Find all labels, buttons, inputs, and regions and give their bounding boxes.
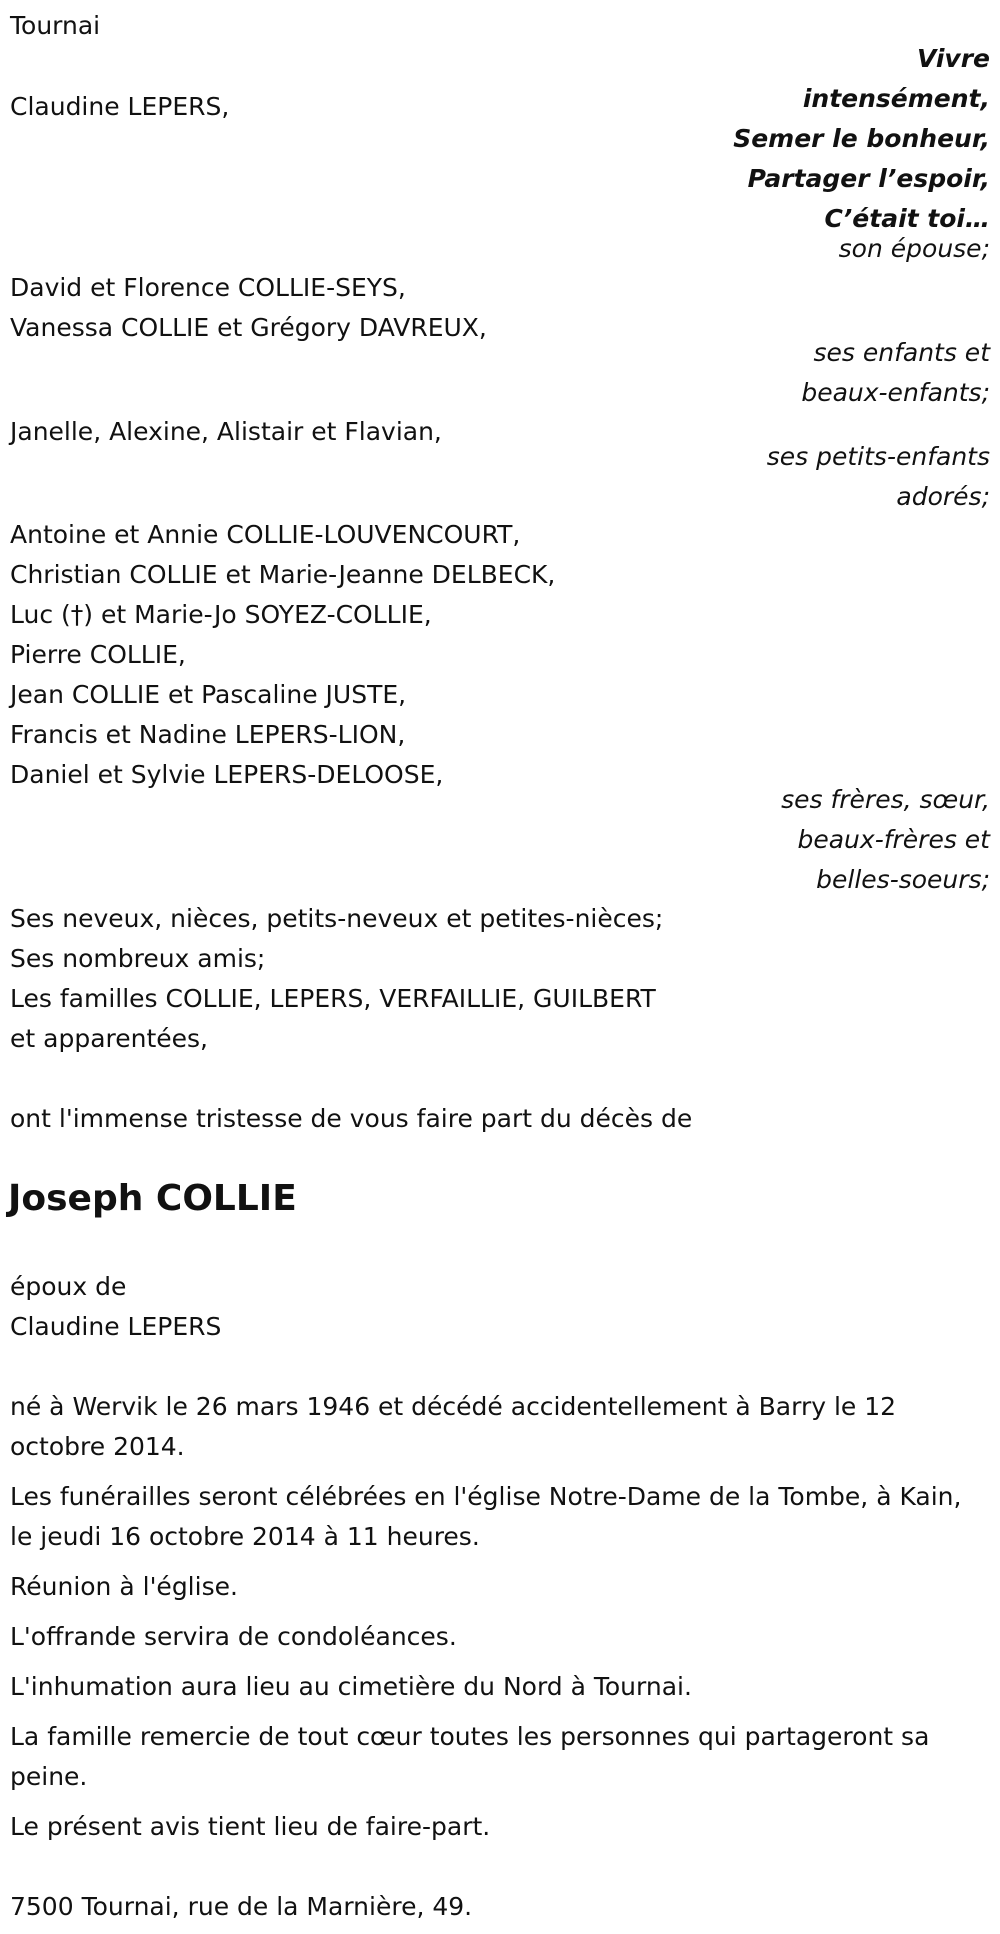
grandchildren-role: adorés;: [896, 482, 990, 511]
wife-name: Claudine LEPERS,: [10, 92, 230, 121]
children-role: beaux-enfants;: [801, 378, 990, 407]
grandchildren-role: ses petits-enfants: [766, 442, 990, 471]
child-name: David et Florence COLLIE-SEYS,: [10, 273, 406, 302]
city-heading: Tournai: [10, 11, 101, 40]
spouse-line: Claudine LEPERS: [10, 1312, 222, 1341]
meeting-paragraph: Réunion à l'église.: [10, 1572, 238, 1601]
sibling-name: Francis et Nadine LEPERS-LION,: [10, 720, 406, 749]
sibling-name: Christian COLLIE et Marie-Jeanne DELBECK,: [10, 560, 556, 589]
announcement-text: ont l'immense tristesse de vous faire part du décès de: [10, 1104, 693, 1133]
siblings-role: belles-soeurs;: [816, 865, 990, 894]
siblings-role: beaux-frères et: [797, 825, 990, 854]
quote-line: C’était toi…: [824, 204, 990, 233]
address: 7500 Tournai, rue de la Marnière, 49.: [10, 1892, 473, 1921]
birth-death-paragraph: né à Wervik le 26 mars 1946 et décédé accidentellement à Barry le 12 octobre 2014.: [10, 1392, 897, 1461]
burial-paragraph: L'inhumation aura lieu au cimetière du Nord à Tournai.: [10, 1672, 692, 1701]
spouse-line: époux de: [10, 1272, 127, 1301]
siblings-role: ses frères, sœur,: [781, 785, 990, 814]
sibling-name: Antoine et Annie COLLIE-LOUVENCOURT,: [10, 520, 521, 549]
wife-role: son épouse;: [838, 234, 990, 263]
notice-paragraph: Le présent avis tient lieu de faire-part.: [10, 1812, 491, 1841]
quote-line: Partager l’espoir,: [747, 164, 990, 193]
quote-line: intensément,: [802, 84, 990, 113]
quote-line: Semer le bonheur,: [733, 124, 990, 153]
funeral-paragraph: Les funérailles seront célébrées en l'église Notre-Dame de la Tombe, à Kain, le jeudi 16 octobre 2014 à 11 heures.: [10, 1482, 962, 1551]
grandchildren-names: Janelle, Alexine, Alistair et Flavian,: [10, 417, 442, 446]
quote-line: Vivre: [916, 44, 990, 73]
relatives-line: Les familles COLLIE, LEPERS, VERFAILLIE, GUILBERT: [10, 984, 656, 1013]
sibling-name: Pierre COLLIE,: [10, 640, 186, 669]
thanks-paragraph: La famille remercie de tout cœur toutes les personnes qui partageront sa peine.: [10, 1722, 930, 1791]
offering-paragraph: L'offrande servira de condoléances.: [10, 1622, 457, 1651]
sibling-name: Luc (†) et Marie-Jo SOYEZ-COLLIE,: [10, 600, 432, 629]
relatives-line: Ses neveux, nièces, petits-neveux et petites-nièces;: [10, 904, 664, 933]
relatives-line: et apparentées,: [10, 1024, 208, 1053]
sibling-name: Daniel et Sylvie LEPERS-DELOOSE,: [10, 760, 444, 789]
deceased-name: Joseph COLLIE: [8, 1178, 297, 1219]
sibling-name: Jean COLLIE et Pascaline JUSTE,: [10, 680, 407, 709]
children-role: ses enfants et: [813, 338, 990, 367]
child-name: Vanessa COLLIE et Grégory DAVREUX,: [10, 313, 487, 342]
relatives-line: Ses nombreux amis;: [10, 944, 266, 973]
